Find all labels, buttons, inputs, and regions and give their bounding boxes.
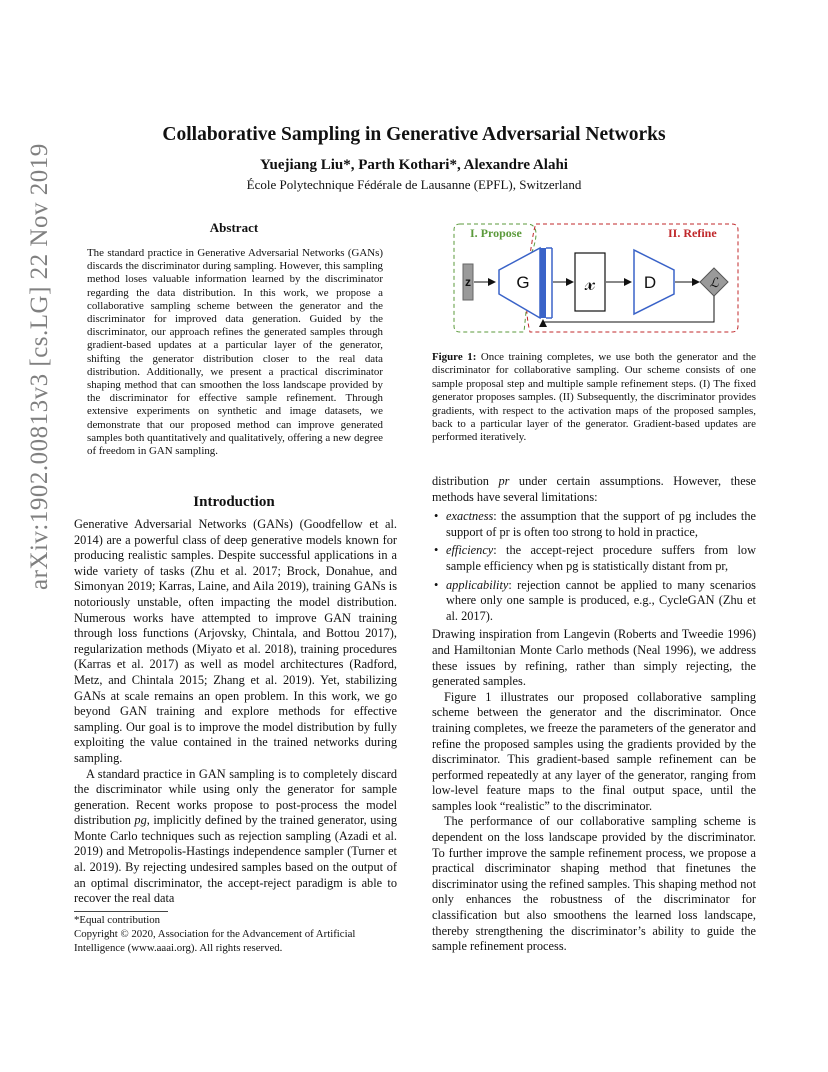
paper-authors: Yuejiang Liu*, Parth Kothari*, Alexandre Alahi [260,157,568,173]
footnotes [74,913,397,955]
abstract-heading: Abstract [209,220,259,235]
caption-label: Figure 1: [432,351,477,363]
d-label: D [643,273,657,292]
intro-paragraph-4: Drawing inspiration from Langevin (Roberts and Tweedie 1996) and Hamiltonian Monte Carlo methods (Neal 1996), we address these issues by refining, rather than simply rejecting, the generated samples. [432,627,756,689]
copyright-note: Copyright © 2020, Association for the Advancement of Artificial Intelligence (www.aaai.org). All rights reserved. [74,928,356,954]
intro-paragraph-2: A standard practice in GAN sampling is to completely discard the discriminator while using only the generator for sample generation. Recent works propose to post-process the model distribution pg, implicitly defined by the trained generator, using Monte Carlo techniques such as rejection sampling (Azadi et al. 2019) and Metropolis-Hastings independence sampler (Turner et al. 2019). By rejecting undesired samples based on the output of an optimal discriminator, the accept-reject paradigm is able to recover the real data [74,766,397,906]
abstract-body: The standard practice in Generative Adversarial Networks (GANs) discards the discriminator during sampling. However, this sampling method loses valuable information learned by the discriminator regarding the data distribution. In this work, we propose a collaborative sampling scheme between the generator and the discriminator for improved data generation. Guided by the discriminator, our approach refines the generated samples through gradient-based updates at a particular layer of the generator, shifting the generator distribution closer to the real data distribution. Additionally, we present a practical discriminator shaping method that can smoothen the loss landscape provided by the discriminator for effective sample refinement. Through extensive experiments on synthetic and image datasets, we demonstrate that our proposed method can improve generated samples both quantitatively and qualitatively, offering a new degree of freedom in GAN sampling. [87,247,383,458]
list-item: • efficiency: the accept-reject procedure suffers from low sample efficiency when pg is statistically distant from pr, [432,543,756,574]
gradient-feedback-line [543,296,714,322]
arxiv-sidebar-stamp: arXiv:1902.00813v3 [cs.LG] 22 Nov 2019 [26,143,53,590]
g-label: G [516,273,530,292]
list-item: • applicability: rejection cannot be applied to many scenarios where only one sample is produced, e.g., CycleGAN (Zhu et al. 2017). [432,578,756,625]
footnote-rule [74,911,168,912]
figure-1-svg [452,222,742,342]
math-pr: pr [498,474,510,488]
right-column-body [432,474,756,964]
paper-title: Collaborative Sampling in Generative Adversarial Networks [162,124,666,145]
list-item: • exactness: the assumption that the support of pg includes the support of pr is often too strong to hold in practice, [432,509,756,540]
introduction-heading: Introduction [193,494,275,510]
figure-1-caption [432,351,756,445]
figure-1-diagram [452,222,742,342]
intro-paragraph-5: Figure 1 illustrates our proposed collaborative sampling scheme between the generator and the discriminator. Once training completes, we freeze the parameters of the generator and refine the proposed samples using the gradients provided by the discriminator. This gradient-based sample refinement can be performed repeatedly at any layer of the generator, ranging from low-level feature maps to the final output space, until the samples look “realistic” to the discriminator. [432,689,756,813]
caption-text: Once training completes, we use both the generator and the discriminator for collaborative sampling. Our scheme consists of one sample proposal step and multiple sample refinement steps. (I) The fixed generator proposes samples. (II) Subsequently, the discriminator provides gradients, with respect to the activation maps of the proposed samples, back to a particular layer of the generator. Gradient-based updates are performed iteratively. [432,351,757,444]
refine-label: II. Refine [668,226,717,240]
equal-contribution-note: *Equal contribution [74,914,161,926]
z-label: z [465,275,471,289]
generator-layer-bar [540,248,546,318]
left-column-body [74,517,397,907]
limitations-list [432,509,756,624]
x-label: 𝓍 [584,271,596,296]
intro-paragraph-6: The performance of our collaborative sampling scheme is dependent on the loss landscape provided by the discriminator. To further improve the sample refinement process, we propose a practical discriminator shaping method that finetunes the discriminator using the refined samples. This shaping method not only enhances the robustness of the discriminator for classification but also smoothens the learned loss landscape, thereby strengthening the discriminator’s ability to guide the sample refinement process. [432,814,756,954]
paper-affiliation: École Polytechnique Fédérale de Lausanne (EPFL), Switzerland [246,177,582,192]
propose-label: I. Propose [470,226,522,240]
intro-paragraph-1: Generative Adversarial Networks (GANs) (Goodfellow et al. 2014) are a powerful class of deep generative models known for producing realistic samples. Despite successful applications in a wide variety of tasks (Zhu et al. 2017; Brock, Donahue, and Simonyan 2019; Karras, Laine, and Aila 2019), training GANs is notoriously unstable, often impacting the model distribution. Numerous works have attempted to improve GAN training through loss functions (Arjovsky, Chintala, and Bottou 2017), regularization methods (Miyato et al. 2018), training procedures (Karras et al. 2017) as well as model architectures (Radford, Metz, and Chintala 2015; Zhang et al. 2019). Yet, stabilizing GANs at scale remains an open problem. In this work, we go beyond GAN training and explore methods for effective sampling. Our goal is to improve the model distribution by fully exploiting the value contained in the trained networks during sampling. [74,517,397,765]
intro-paragraph-3: distribution pr under certain assumptions. However, these methods have several limitations: [432,474,756,504]
loss-label: ℒ [709,276,719,291]
math-pg: pg [134,813,147,828]
